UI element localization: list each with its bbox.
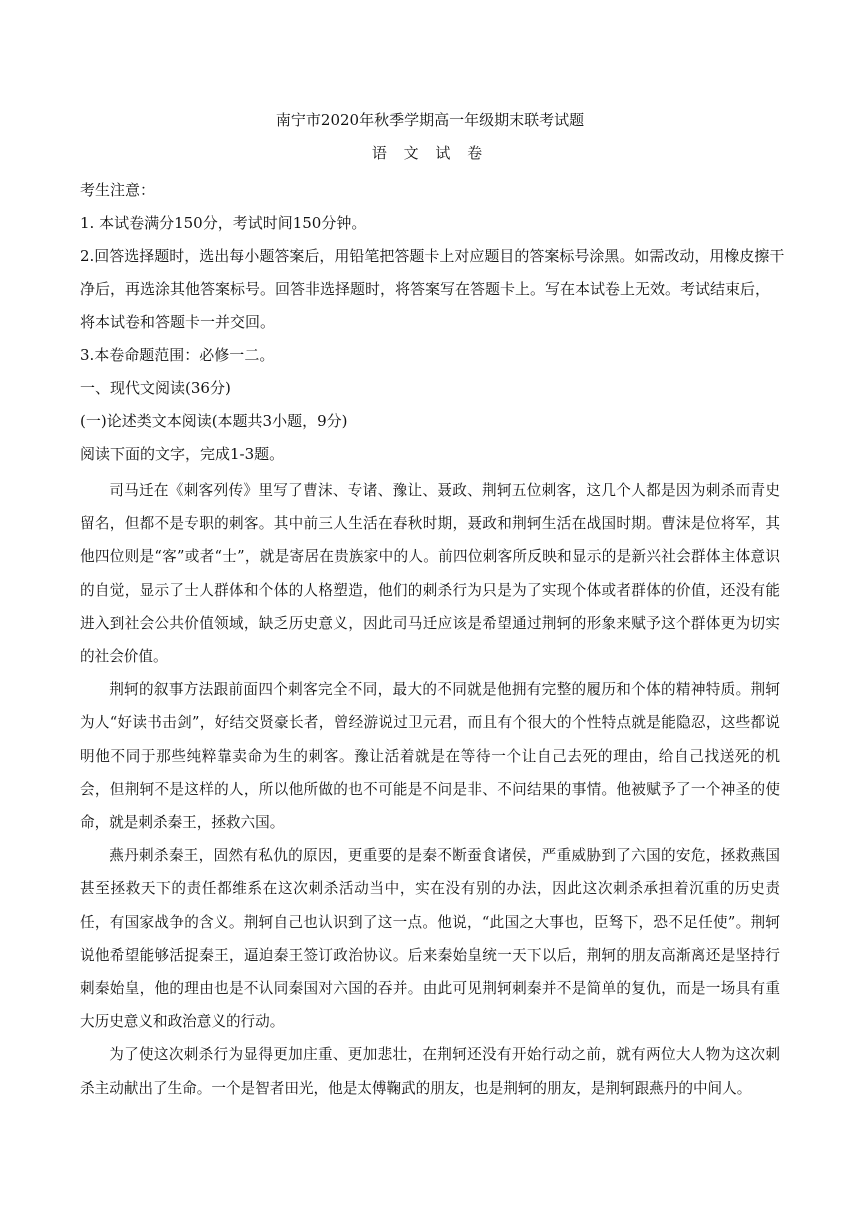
section-heading: 一、现代文阅读(36分): [80, 379, 231, 397]
article-paragraph-1: 司马迁在《刺客列传》里写了曹沫、专诸、豫让、聂政、荆轲五位刺客，这几个人都是因为刺杀而青史留名，但都不是专职的刺客。其中前三人生活在春秋时期，聂政和荆轲生活在战国时期。曹沫是位将军，其他四位则是“客”或者“士”，就是寄居在贵族家中的人。前四位刺客所反映和显示的是新兴社会群体主体意识的自觉，显示了士人群体和个体的人格塑造，他们的刺杀行为只是为了实现个体或者群体的价值，还没有能进入到社会公共价值领域，缺乏历史意义，因此司马迁应该是希望通过荆轲的形象来赋予这个群体更为切实的社会价值。: [80, 482, 780, 666]
notice-item-2-line-2: 净后，再选涂其他答案标号。回答非选择题时，将答案写在答题卡上。写在本试卷上无效。考试结束后，: [80, 280, 771, 298]
article-paragraph-3: 燕丹刺杀秦王，固然有私仇的原因，更重要的是秦不断蚕食诸侯，严重威胁到了六国的安危，拯救燕国甚至拯救天下的责任都维系在这次刺杀活动当中，实在没有别的办法，因此这次刺杀承担着沉重的历史责任，有国家战争的含义。荆轲自己也认识到了这一点。他说，“此国之大事也，臣驽下，恐不足任使”。荆轲说他希望能够活捉秦王，逼迫秦王签订政治协议。后来秦始皇统一天下以后，荆轲的朋友高渐离还是坚持行刺秦始皇，他的理由也是不认同秦国对六国的吞并。由此可见荆轲刺秦并不是简单的复仇，而是一场具有重大历史意义和政治意义的行动。: [80, 847, 780, 1031]
article-paragraph-4: 为了使这次刺杀行为显得更加庄重、更加悲壮，在荆轲还没有开始行动之前，就有两位大人物为这次刺杀主动献出了生命。一个是智者田光，他是太傅鞠武的朋友，也是荆轲的朋友，是荆轲跟燕丹的中间人。: [80, 1046, 780, 1097]
notice-item-2-line-1: 2.回答选择题时，选出每小题答案后，用铅笔把答题卡上对应题目的答案标号涂黑。如需改动，用橡皮擦干: [80, 247, 785, 265]
notice-heading: 考生注意：: [80, 181, 156, 199]
article-paragraph-2: 荆轲的叙事方法跟前面四个刺客完全不同，最大的不同就是他拥有完整的履历和个体的精神特质。荆轲为人“好读书击剑”，好结交贤豪长者，曾经游说过卫元君，而且有个很大的个性特点就是能隐忍，这些都说明他不同于那些纯粹靠卖命为生的刺客。豫让活着就是在等待一个让自己去死的理由，给自己找送死的机会，但荆轲不是这样的人，所以他所做的也不可能是不问是非、不问结果的事情。他被赋予了一个神圣的使命，就是刺杀秦王，拯救六国。: [80, 681, 780, 832]
notice-item-3: 3.本卷命题范围：必修一二。: [80, 346, 275, 364]
notice-item-2-line-3: 将本试卷和答题卡一并交回。: [80, 313, 276, 331]
reading-instruction: 阅读下面的文字，完成1-3题。: [80, 445, 285, 463]
notice-item-1: 1. 本试卷满分150分，考试时间150分钟。: [80, 214, 367, 232]
page-title: 南宁市2020年秋季学期高一年级期末联考试题: [275, 111, 585, 129]
article-body: [80, 474, 780, 1105]
section-sub-heading: (一)论述类文本阅读(本题共3小题，9分): [80, 412, 348, 430]
page-subtitle: 语 文 试 卷: [371, 144, 489, 162]
